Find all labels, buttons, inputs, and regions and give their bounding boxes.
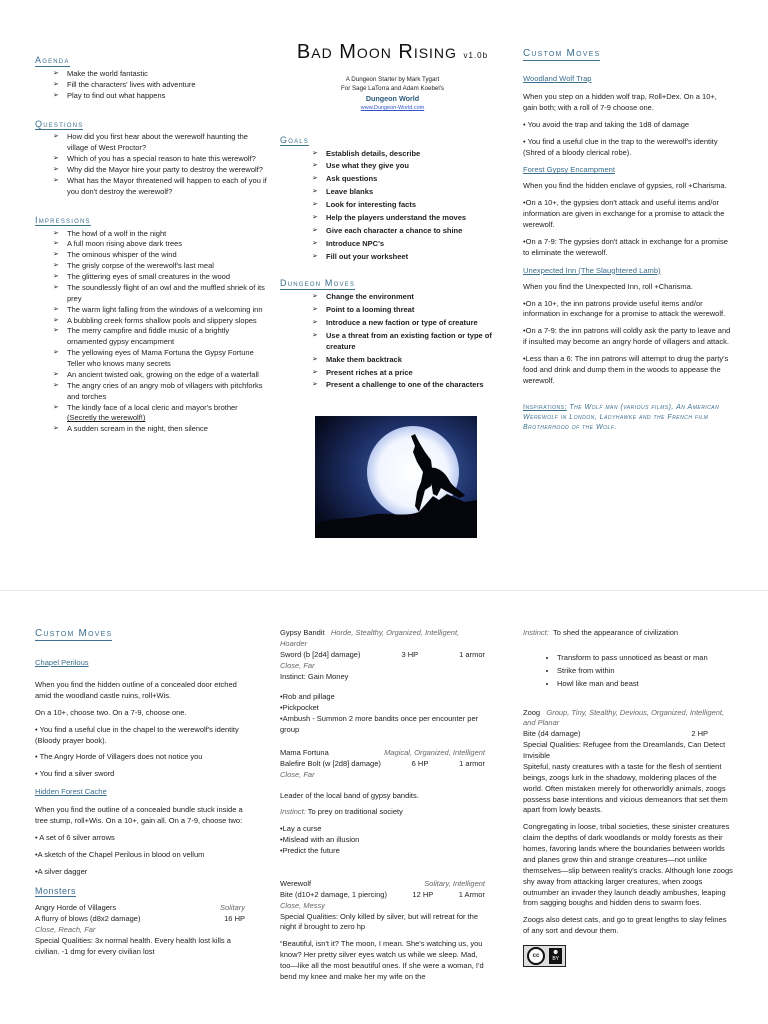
list-item: ➢ Leave blanks	[312, 187, 505, 198]
monster-attack: Sword (b [2d4] damage)	[280, 649, 361, 659]
monster-attack: Bite (d4 damage)	[523, 729, 581, 739]
monster-move: •Ambush - Summon 2 more bandits once per encounter per group	[280, 714, 479, 734]
list-item: ➢ Make the world fantastic	[53, 69, 270, 80]
list-item: ➢ The soundlessly flight of an owl and the muffled shriek of its prey	[53, 283, 270, 305]
list-item: ➢ Introduce a new faction or type of creature	[312, 318, 505, 329]
impressions-list	[35, 229, 270, 436]
inspirations-label: Inspirations:	[523, 403, 567, 411]
monster-stats	[523, 729, 733, 740]
monster-stats	[280, 890, 485, 901]
list-item: ➢ Use what they give you	[312, 161, 505, 172]
list-item: ➢ The angry cries of an angry mob of villagers with pitchforks and torches	[53, 381, 270, 403]
list-item: ➢ A sudden scream in the night, then silence	[53, 424, 270, 435]
monster-attack: Bite (d10+2 damage, 1 piercing)	[280, 889, 387, 899]
list-item: ➢ Fill out your worksheet	[312, 252, 505, 263]
monster-hp: 2 HP	[691, 729, 708, 739]
chapel-text: When you find the hidden outline of a concealed door etched amid the woodland castle ruins, roll+Wis.	[35, 680, 237, 700]
game-name: Dungeon World	[365, 93, 420, 103]
website-link[interactable]: www.Dungeon-World.com	[360, 105, 425, 112]
list-item: ➢ The merry campfire and fiddle music of a brightly ornamented gypsy encampment	[53, 326, 270, 348]
monster-header	[523, 708, 733, 730]
right-column-top	[523, 48, 731, 433]
wolf-trap-text: When you step on a hidden wolf trap, Roll+Dex. On a 10+, gain both; with a roll of 7-9 choose one.	[523, 92, 717, 112]
custom-moves-heading-2: Custom Moves	[35, 628, 113, 639]
cc-license-badge	[523, 945, 566, 967]
list-item: ➢ Which of you has a special reason to hate this werewolf?	[53, 154, 270, 165]
monster-header	[280, 628, 485, 650]
page-divider	[0, 590, 768, 591]
list-item: ➢ The howl of a wolf in the night	[53, 229, 270, 240]
monster-header	[35, 903, 245, 914]
center-column-top	[280, 38, 505, 393]
goals-heading: Goals	[280, 134, 310, 145]
monster-description: Leader of the local band of gypsy bandits.	[280, 790, 419, 800]
inn-option: •Less than a 6: The inn patrons will attempt to drug the party's food and drink and dump them in the woods to appease the werewolf.	[523, 354, 729, 385]
cache-option: •A sketch of the Chapel Perilous in blood on vellum	[35, 849, 205, 859]
person-glyph: ☻	[552, 949, 560, 957]
person-icon	[549, 948, 562, 963]
questions-list	[35, 132, 270, 197]
chapel-option: • The Angry Horde of Villagers does not notice you	[35, 752, 203, 762]
list-item: • Transform to pass unnoticed as beast or man	[557, 653, 733, 664]
list-item: ➢ How did you first hear about the werewolf haunting the village of West Proctor?	[53, 132, 270, 154]
cache-option: • A set of 6 silver arrows	[35, 832, 115, 842]
list-item: ➢ Fill the characters' lives with adventure	[53, 80, 270, 91]
list-item: • Howl like man and beast	[557, 679, 733, 690]
monster-header	[280, 748, 485, 759]
list-item: ➢ A bubbling creek forms shallow pools and slippery slopes	[53, 316, 270, 327]
left-column-top	[35, 55, 270, 435]
gypsy-encampment-option: •On a 10+, the gypsies don't attack and useful items and/or information are given in exchange for a promise to attack the werewolf.	[523, 198, 725, 229]
cache-option: •A silver dagger	[35, 866, 88, 876]
list-item: ➢ Ask questions	[312, 174, 505, 185]
cache-text: When you find the outline of a concealed bundle stuck inside a tree stump, roll+Wis. On a 10+, gain all. On a 7-9, choose two:	[35, 805, 243, 825]
instinct-text: To prey on traditional society	[307, 807, 403, 817]
monster-range: Close, Reach, Far	[35, 925, 96, 935]
gypsy-encampment-title: Forest Gypsy Encampment	[523, 165, 616, 175]
monster-armor: 1 Armor	[458, 889, 485, 899]
instinct-label: Instinct:	[280, 807, 306, 817]
list-item: ➢ Play to find out what happens	[53, 91, 270, 102]
agenda-heading: Agenda	[35, 55, 70, 65]
monster-tags: Group, Tiny, Stealthy, Devious, Organized, Intelligent, and Planar	[523, 707, 725, 728]
inn-option: •On a 10+, the inn patrons provide useful items and/or information in exchange for a promise to attack the werewolf.	[523, 298, 726, 319]
cc-icon: cc	[527, 947, 545, 965]
list-item: ➢ Look for interesting facts	[312, 200, 505, 211]
version-label: v1.0b	[463, 51, 489, 60]
monster-name: Zoog	[523, 707, 541, 717]
monster-name: Gypsy Bandit	[280, 628, 325, 637]
howling-wolf-illustration	[315, 416, 477, 538]
list-item: ➢ The glittering eyes of small creatures in the wood	[53, 272, 270, 283]
byline-author: A Dungeon Starter by Mark Tygart	[345, 76, 440, 83]
monster-description: Spiteful, nasty creatures with a taste for the flesh of sentient beings, zoogs lurk in the shadowy, moldering places of the world. Often mistaken merely for otherworldly animals, zoogs possess base intentions and vicious demeanors that set them apart from lowly beasts.	[523, 761, 728, 815]
monster-attack: Balefire Bolt (w [2d8] damage)	[280, 758, 381, 768]
left-column-bottom	[35, 628, 245, 958]
monster-quote: “Beautiful, isn't it? The moon, I mean. She's watching us, you know? Her pretty silver eyes watch us while we sleep. Mad, too—like all the most beautiful ones. If she were a woman, I'd bend my knee and make her my wife on the	[280, 939, 484, 981]
monster-header	[280, 879, 485, 890]
list-item: ➢ Present riches at a price	[312, 368, 505, 379]
list-item: ➢ An ancient twisted oak, growing on the edge of a waterfall	[53, 370, 270, 381]
list-item: ➢ Help the players understand the moves	[312, 213, 505, 224]
list-item: • Strike from within	[557, 666, 733, 677]
dungeon-moves-heading: Dungeon Moves	[280, 278, 356, 289]
list-item: ➢ What has the Mayor threatened will happen to each of you if you don't destroy the werewolf?	[53, 176, 270, 198]
monster-description: Congregating in loose, tribal societies, these sinister creatures claim the depths of dark woodlands or moldy forests as their homes, favoring lands where the boundaries between worlds and planes grow thin and strange creatures—not unlike themselves—slip between reality's cracks. Although lone zoogs shy away from attacking larger creatures, when zoogs outnumber an invader they launch deadly ambushes, leaping from sagging boughs and hidden dens to swarm foes.	[523, 822, 733, 908]
monster-armor: 1 armor	[459, 649, 485, 659]
monster-tags: Magical, Organized, Intelligent	[384, 747, 485, 757]
list-item: ➢ The yellowing eyes of Mama Fortuna the Gypsy Fortune Teller who knows many secrets	[53, 348, 270, 370]
secret-note: (Secretly the werewolf!)	[67, 413, 146, 423]
monster-move: •Mislead with an illusion	[280, 835, 360, 845]
monster-range: Close, Far	[280, 769, 315, 779]
monsters-heading: Monsters	[35, 885, 77, 896]
monster-move: •Pickpocket	[280, 703, 319, 713]
monster-hp: 12 HP	[412, 889, 434, 899]
monster-special: Special Qualities: Refugee from the Dreamlands, Can Detect Invisible	[523, 740, 726, 760]
wolf-trap-option: • You avoid the trap and taking the 1d8 of damage	[523, 119, 690, 129]
monster-stats	[280, 759, 485, 770]
monster-name: Mama Fortuna	[280, 747, 329, 757]
goals-list	[280, 149, 505, 263]
monster-hp: 16 HP	[224, 914, 245, 924]
chapel-option: • You find a useful clue in the chapel to the werewolf's identity (Bloody prayer book).	[35, 724, 239, 745]
list-item: ➢ Introduce NPC's	[312, 239, 505, 250]
monster-moves	[523, 653, 733, 690]
list-item: ➢ A full moon rising above dark trees	[53, 239, 270, 250]
agenda-list	[35, 69, 270, 102]
monster-special: Special Qualities: Only killed by silver, but will retreat for the night if brought to zero hp	[280, 911, 478, 932]
questions-heading: Questions	[35, 118, 84, 129]
monster-tags: Horde, Stealthy, Organized, Intelligent, Hoarder	[280, 628, 460, 648]
instinct-label: Instinct:	[523, 628, 549, 637]
monster-name: Werewolf	[280, 878, 312, 888]
byline	[280, 75, 505, 113]
monster-tags: Solitary, Intelligent	[424, 878, 485, 888]
cache-title: Hidden Forest Cache	[35, 787, 107, 797]
byline-credit: For Sage LaTorra and Adam Koebel's	[341, 85, 444, 93]
list-item: ➢ Point to a looming threat	[312, 305, 505, 316]
inspirations	[523, 403, 731, 433]
inspirations-text: The Wolf man (various films), An American Werewolf in London, Ladyhawke and the French film Brotherhood of the Wolf.	[523, 403, 720, 431]
list-item: ➢ Why did the Mayor hire your party to destroy the werewolf?	[53, 165, 270, 176]
wolf-trap-option: • You find a useful clue in the trap to the werewolf's identity (Shred of a bloody clerical robe).	[523, 136, 718, 157]
monster-stats	[35, 914, 245, 925]
right-column-bottom	[523, 628, 733, 967]
list-item: ➢ Present a challenge to one of the characters	[312, 380, 505, 391]
list-item: ➢ Give each character a chance to shine	[312, 226, 505, 237]
list-item: ➢ Make them backtrack	[312, 355, 505, 366]
list-item: ➢ Use a threat from an existing faction or type of creature	[312, 331, 505, 353]
monster-armor: 1 armor	[459, 758, 485, 768]
custom-moves-heading: Custom Moves	[523, 48, 601, 59]
list-item: ➢ The ominous whisper of the wind	[53, 250, 270, 261]
monster-instinct	[523, 628, 733, 639]
monster-move: •Predict the future	[280, 846, 340, 855]
monster-special: Special Qualities: 3x normal health. Every health lost kills a civilian. -1 dmg for every civilian lost	[35, 936, 231, 956]
gypsy-encampment-text: When you find the hidden enclave of gypsies, roll +Charisma.	[523, 181, 727, 191]
monster-hp: 3 HP	[401, 649, 419, 659]
monster-instinct	[280, 807, 485, 818]
chapel-option: • You find a silver sword	[35, 769, 115, 779]
monster-hp: 6 HP	[411, 758, 429, 768]
monster-stats	[280, 650, 485, 661]
monster-description: Zoogs also detest cats, and go to great lengths to slay felines of any sort and devour them.	[523, 915, 727, 936]
monster-move: •Lay a curse	[280, 824, 322, 834]
inn-option: •On a 7-9: the inn patrons will coldly ask the party to leave and if insulted may become an angry horde of villagers and attack.	[523, 326, 731, 347]
list-item: ➢ Change the environment	[312, 292, 505, 303]
monster-tags: Solitary	[219, 903, 245, 913]
monster-move: •Rob and pillage	[280, 692, 335, 702]
license-label: BY	[552, 956, 560, 963]
list-item: ➢ The grisly corpse of the werewolf's last meal	[53, 261, 270, 272]
page-title	[280, 38, 505, 67]
dungeon-moves-list	[280, 292, 505, 391]
monster-range: Close, Far	[280, 660, 315, 670]
chapel-choose: On a 10+, choose two. On a 7-9, choose one.	[35, 707, 187, 717]
monster-name: Angry Horde of Villagers	[35, 903, 117, 913]
instinct-text: To shed the appearance of civilization	[553, 628, 679, 637]
list-item	[53, 403, 270, 425]
impressions-heading: Impressions	[35, 214, 91, 225]
wolf-trap-title: Woodland Wolf Trap	[523, 74, 592, 83]
chapel-title: Chapel Perilous	[35, 658, 89, 667]
monster-range: Close, Messy	[280, 900, 326, 910]
inn-text: When you find the Unexpected Inn, roll +Charisma.	[523, 281, 693, 291]
monster-attack: A flurry of blows (d8x2 damage)	[35, 914, 141, 924]
list-item: ➢ The warm light falling from the windows of a welcoming inn	[53, 305, 270, 316]
list-item-text: The kindly face of a local cleric and mayor's brother	[67, 402, 238, 412]
inn-title: Unexpected Inn (The Slaughtered Lamb)	[523, 265, 661, 275]
monster-instinct: Instinct: Gain Money	[280, 671, 349, 681]
gypsy-encampment-option: •On a 7-9: The gypsies don't attack in exchange for a promise to eliminate the werewolf.	[523, 236, 728, 257]
list-item: ➢ Establish details, describe	[312, 149, 505, 160]
center-column-bottom	[280, 628, 485, 989]
title-text: Bad Moon Rising	[296, 41, 457, 63]
